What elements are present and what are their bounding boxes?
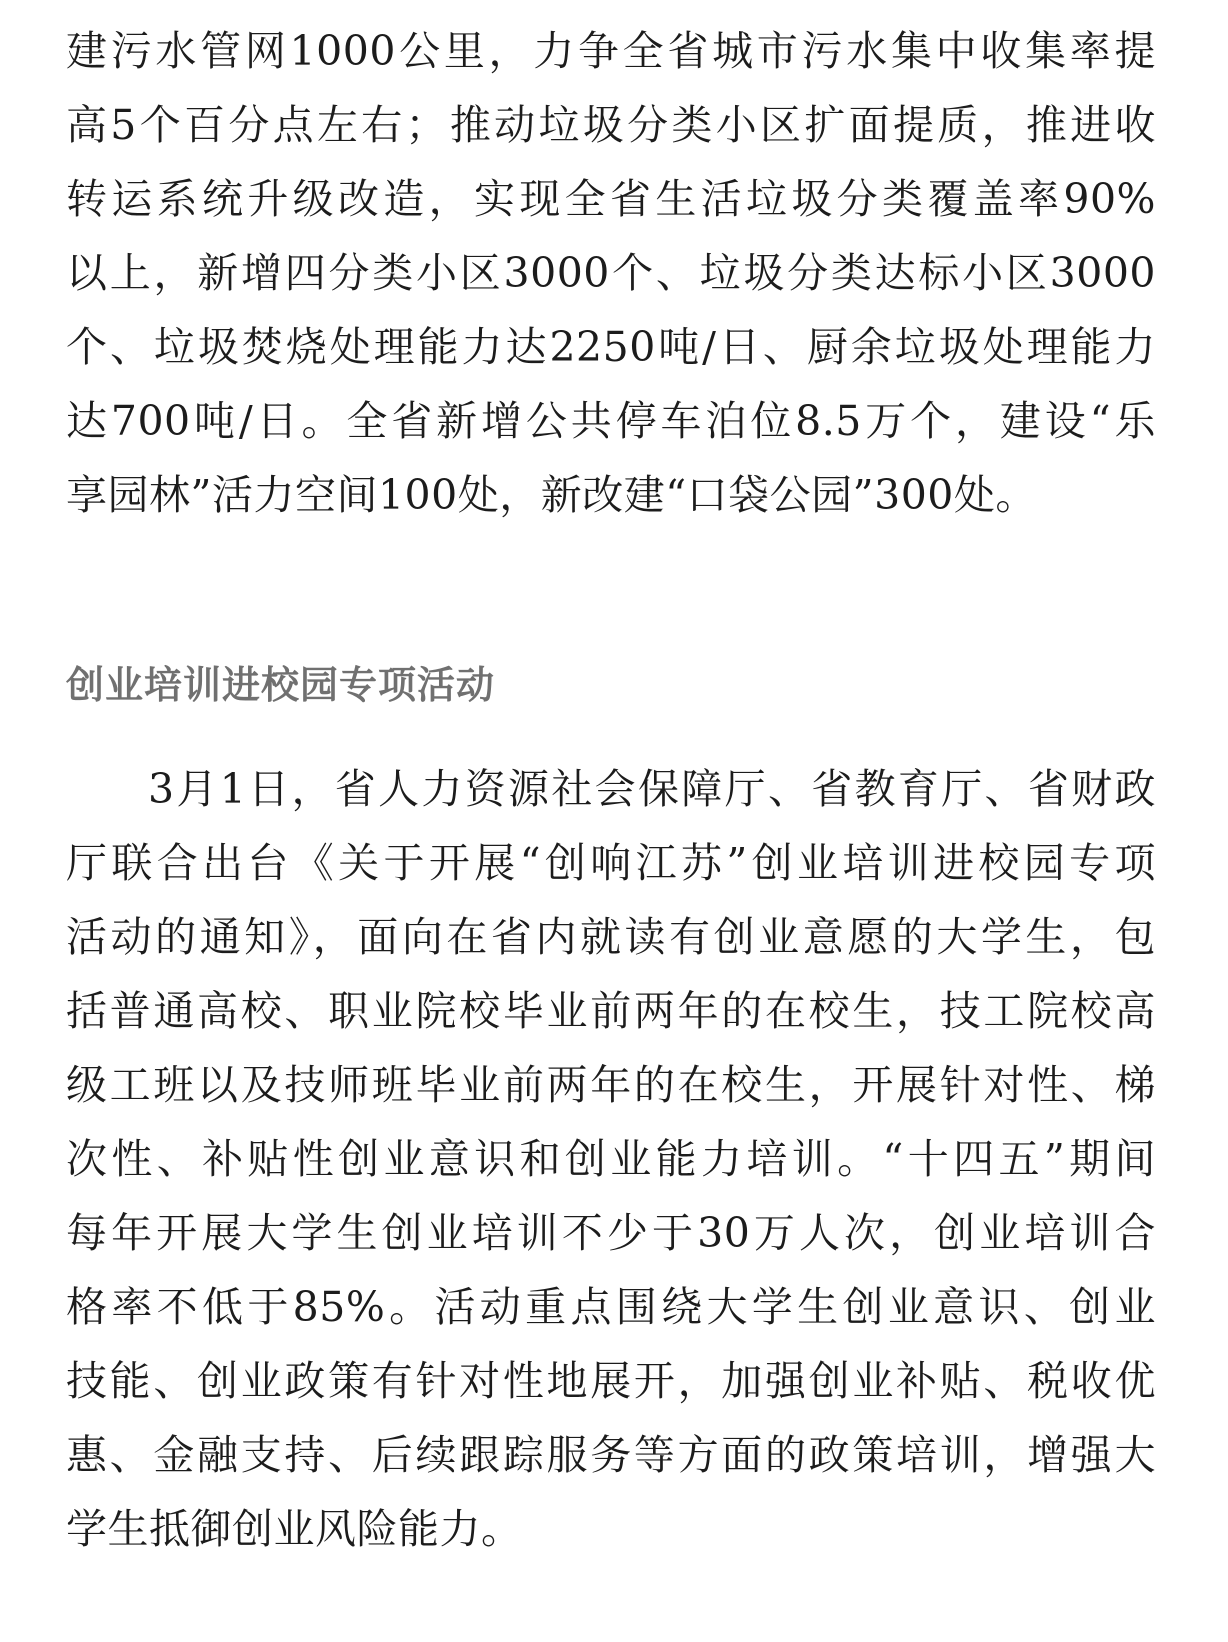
text-line: 转运系统升级改造，实现全省生活垃圾分类覆盖率90% [66, 175, 1156, 223]
section-heading: 创业培训进校园专项活动 [66, 663, 496, 707]
text-line: 享园林”活力空间100处，新改建“口袋公园”300处。 [66, 471, 1037, 519]
text-line: 每年开展大学生创业培训不少于30万人次，创业培训合 [66, 1209, 1156, 1257]
text-line: 3月1日，省人力资源社会保障厅、省教育厅、省财政 [148, 765, 1156, 813]
text-line: 以上，新增四分类小区3000个、垃圾分类达标小区3000 [66, 249, 1156, 297]
text-line: 厅联合出台《关于开展“创响江苏”创业培训进校园专项 [66, 839, 1156, 887]
text-line: 技能、创业政策有针对性地展开，加强创业补贴、税收优 [66, 1357, 1156, 1405]
text-line: 次性、补贴性创业意识和创业能力培训。“十四五”期间 [66, 1135, 1156, 1183]
text-line: 学生抵御创业风险能力。 [66, 1505, 523, 1553]
text-line: 活动的通知》，面向在省内就读有创业意愿的大学生，包 [66, 913, 1156, 961]
text-line: 达700吨/日。全省新增公共停车泊位8.5万个，建设“乐 [66, 397, 1156, 445]
text-line: 括普通高校、职业院校毕业前两年的在校生，技工院校高 [66, 987, 1156, 1035]
text-line: 个、垃圾焚烧处理能力达2250吨/日、厨余垃圾处理能力 [66, 323, 1156, 371]
text-line: 高5个百分点左右；推动垃圾分类小区扩面提质，推进收 [66, 101, 1156, 149]
text-line: 格率不低于85%。活动重点围绕大学生创业意识、创业 [66, 1283, 1156, 1331]
paragraph-entrepreneurship-training [66, 752, 1156, 1566]
text-line: 惠、金融支持、后续跟踪服务等方面的政策培训，增强大 [66, 1431, 1156, 1479]
paragraph-urban-infrastructure [66, 14, 1156, 532]
text-line: 级工班以及技师班毕业前两年的在校生，开展针对性、梯 [66, 1061, 1156, 1109]
text-line: 建污水管网1000公里，力争全省城市污水集中收集率提 [66, 27, 1156, 75]
